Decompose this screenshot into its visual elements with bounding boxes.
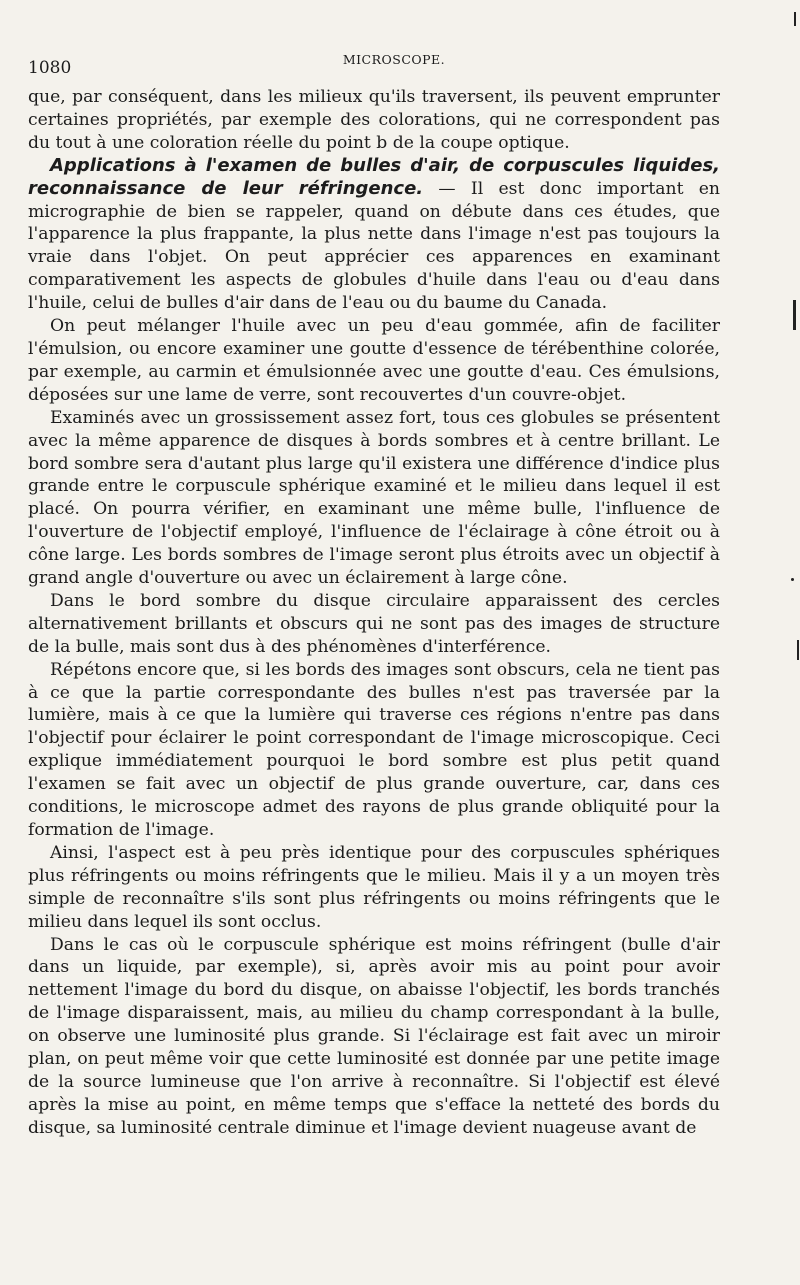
paragraph-refringence	[28, 842, 720, 934]
paragraph-continuation	[28, 86, 720, 155]
paragraph-text: Examinés avec un grossissement assez fort, tous ces globules se présentent avec la même apparence de disques à bords sombres et à centre brillant. Le bord sombre sera d'autant plus large qu'il existera une différence d'indice plus grande entre le corpuscule sphérique examiné et le milieu dans lequel il est placé. On pourra vérifier, en examinant une même bulle, l'influence de l'ouverture de l'objectif employé, l'influence de l'éclairage à cône étroit ou à cône large. Les bords sombres de l'image seront plus étroits avec un objectif à grand angle d'ouverture ou avec un éclairement à large cône.	[28, 407, 720, 589]
paragraph-text: Ainsi, l'aspect est à peu près identique pour des corpuscules sphériques plus réfringents ou moins réfringents que le milieu. Mais il y a un moyen très simple de reconnaître s'ils sont plus réfringents ou moins réfringents que le milieu dans lequel ils sont occlus.	[28, 842, 720, 932]
scan-edge-mark	[797, 640, 799, 660]
page-number: 1080	[28, 58, 72, 78]
paragraph-text: Dans le bord sombre du disque circulaire apparaissent des cercles alternativement brillants et obscurs qui ne sont pas des images de structure de la bulle, mais sont dus à des phénomènes d'interférence.	[28, 590, 720, 657]
paragraph-dark-edges	[28, 659, 720, 842]
paragraph-text: Répétons encore que, si les bords des images sont obscurs, cela ne tient pas à ce que la partie correspondante des bulles n'est pas traversée par la lumière, mais à ce que la lumière qui traverse ces régions n'entre pas dans l'objectif pour éclairer le point correspondant de l'image microscopique. Ceci explique immédiatement pourquoi le bord sombre est plus petit quand l'examen se fait avec un objectif de plus grande ouverture, car, dans ces conditions, le microscope admet des rayons de plus grande obliquité pour la formation de l'image.	[28, 659, 720, 840]
paragraph-text: Dans le cas où le corpuscule sphérique est moins réfringent (bulle d'air dans un liquide, par exemple), si, après avoir mis au point pour avoir nettement l'image du bord du disque, on abaisse l'objectif, les bords tranchés de l'image disparaissent, mais, au milieu du champ correspondant à la bulle, on observe une luminosité plus grande. Si l'éclairage est fait avec un miroir plan, on peut même voir que cette luminosité est donnée par une petite image de la source lumineuse que l'on arrive à reconnaître. Si l'objectif est élevé après la mise au point, en même temps que s'efface la netteté des bords du disque, sa luminosité centrale diminue et l'image devient nuageuse avant de	[28, 934, 720, 1138]
scan-edge-mark	[794, 12, 796, 26]
paragraph-text: que, par conséquent, dans les milieux qu'ils traversent, ils peuvent emprunter certaines propriétés, par exemple des colorations, qui ne correspondent pas du tout à une coloration réelle du point b de la coupe optique.	[28, 87, 720, 153]
paragraph-interference	[28, 590, 720, 659]
paragraph-emulsion	[28, 315, 720, 407]
paragraph-globules	[28, 407, 720, 590]
paragraph-air-bubble	[28, 934, 720, 1140]
running-title: MICROSCOPE.	[342, 52, 446, 67]
page-header	[28, 52, 760, 80]
scan-edge-mark	[791, 578, 794, 581]
paragraph-text: — Il est donc important en micrographie de bien se rappeler, quand on débute dans ces études, que l'apparence la plus frappante, la plus nette dans l'image n'est pas toujours la vraie dans l'objet. On peut apprécier ces apparences en examinant comparativement les aspects de globules d'huile dans l'eau ou d'eau dans l'huile, celui de bulles d'air dans de l'eau ou du baume du Canada.	[28, 178, 720, 314]
paragraph-applications	[28, 155, 720, 315]
scan-edge-mark	[793, 300, 796, 330]
body-text	[28, 86, 720, 1140]
section-heading: Applications à l'examen de bulles d'air, de corpuscules liquides, reconnaissance de leur réfringence.	[28, 154, 720, 199]
paragraph-text: On peut mélanger l'huile avec un peu d'eau gommée, afin de faciliter l'émulsion, ou encore examiner une goutte d'essence de térébenthine colorée, par exemple, au carmin et émulsionnée avec une goutte d'eau. Ces émulsions, déposées sur une lame de verre, sont recouvertes d'un couvre-objet.	[28, 316, 720, 405]
